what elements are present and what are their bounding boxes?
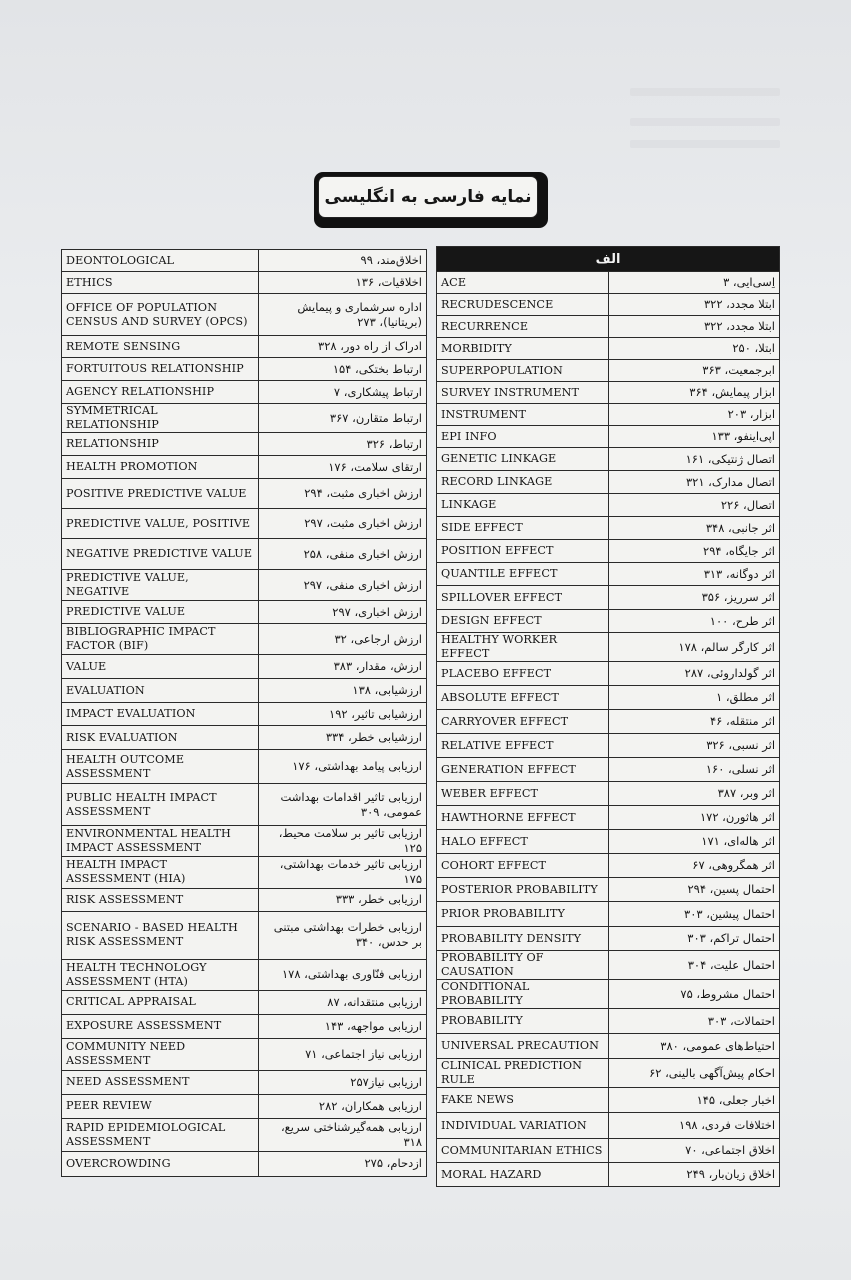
persian-term-page: ابتلا مجدد، ۳۲۲ — [609, 294, 780, 316]
english-term: SURVEY INSTRUMENT — [437, 382, 609, 404]
index-entry-row — [62, 336, 427, 358]
english-term: SYMMETRICAL RELATIONSHIP — [62, 404, 259, 433]
persian-term-page: ارزش، مقدار، ۳۸۳ — [259, 655, 427, 679]
index-entry-row — [437, 854, 780, 878]
index-entry-row — [437, 316, 780, 338]
bleed-through-line — [630, 118, 780, 126]
index-entry-row — [437, 686, 780, 710]
persian-term-page: ابزار پیمایش، ۳۶۴ — [609, 382, 780, 404]
persian-term-page: اثر طرح، ۱۰۰ — [609, 610, 780, 633]
persian-term-page: احتمال پیشین، ۳۰۳ — [609, 902, 780, 927]
persian-term-page: احتمال تراکم، ۳۰۳ — [609, 927, 780, 951]
persian-term-page: ارزشیابی خطر، ۳۳۴ — [259, 726, 427, 750]
english-term: PUBLIC HEALTH IMPACT ASSESSMENT — [62, 784, 259, 826]
persian-term-page: ازدحام، ۲۷۵ — [259, 1151, 427, 1176]
persian-term-page: احتمال پسین، ۲۹۴ — [609, 878, 780, 902]
index-entry-row — [437, 758, 780, 782]
english-term: IMPACT EVALUATION — [62, 703, 259, 726]
persian-term-page: ارزیابی پیامد بهداشتی، ۱۷۶ — [259, 750, 427, 784]
persian-term-page: اتصال مدارک، ۳۲۱ — [609, 471, 780, 494]
english-term: CLINICAL PREDICTION RULE — [437, 1059, 609, 1088]
english-term: INSTRUMENT — [437, 404, 609, 426]
index-entry-row — [437, 951, 780, 980]
index-entry-row — [437, 1139, 780, 1163]
english-term: NEGATIVE PREDICTIVE VALUE — [62, 539, 259, 570]
english-term: EXPOSURE ASSESSMENT — [62, 1014, 259, 1038]
english-term: INDIVIDUAL VARIATION — [437, 1113, 609, 1139]
index-entry-row — [62, 1014, 427, 1038]
english-term: RISK ASSESSMENT — [62, 888, 259, 911]
persian-term-page: ارزیابی خطر، ۳۳۳ — [259, 888, 427, 911]
index-entry-row — [62, 911, 427, 959]
english-term: PROBABILITY OF CAUSATION — [437, 951, 609, 980]
english-term: RECURRENCE — [437, 316, 609, 338]
english-term: SPILLOVER EFFECT — [437, 586, 609, 610]
english-term: ABSOLUTE EFFECT — [437, 686, 609, 710]
section-letter: الف — [437, 247, 780, 272]
index-entry-row — [437, 338, 780, 360]
persian-term-page: ارتباط پیشکاری، ۷ — [259, 381, 427, 404]
index-entry-row — [62, 404, 427, 433]
index-entry-row — [437, 633, 780, 662]
index-entry-row — [437, 494, 780, 517]
index-entry-row — [437, 927, 780, 951]
right-index-table — [436, 246, 780, 1187]
index-entry-row — [62, 750, 427, 784]
persian-term-page: ارتباط، ۳۲۶ — [259, 433, 427, 456]
index-entry-row — [62, 250, 427, 272]
index-entry-row — [62, 294, 427, 336]
english-term: QUANTILE EFFECT — [437, 563, 609, 586]
english-term: PRIOR PROBABILITY — [437, 902, 609, 927]
persian-term-page: ابرجمعیت، ۳۶۳ — [609, 360, 780, 382]
index-entry-row — [437, 404, 780, 426]
index-entry-row — [437, 830, 780, 854]
english-term: UNIVERSAL PRECAUTION — [437, 1034, 609, 1059]
english-term: PREDICTIVE VALUE, POSITIVE — [62, 509, 259, 539]
index-entry-row — [437, 360, 780, 382]
index-entry-row — [62, 703, 427, 726]
persian-term-page: ابتلا، ۲۵۰ — [609, 338, 780, 360]
english-term: POSTERIOR PROBABILITY — [437, 878, 609, 902]
english-term: HALO EFFECT — [437, 830, 609, 854]
english-term: CRITICAL APPRAISAL — [62, 990, 259, 1014]
persian-term-page: اخلاقیات، ۱۳۶ — [259, 272, 427, 294]
persian-term-page: ارزش ارجاعی، ۳۲ — [259, 624, 427, 655]
persian-term-page: اثر همگروهی، ۶۷ — [609, 854, 780, 878]
index-entry-row — [62, 624, 427, 655]
persian-term-page: ارزیابی تاثیر بر سلامت محیط، ۱۲۵ — [259, 826, 427, 857]
english-term: NEED ASSESSMENT — [62, 1070, 259, 1094]
persian-term-page: ارزیابی نیاز اجتماعی، ۷۱ — [259, 1038, 427, 1070]
index-entry-row — [437, 902, 780, 927]
index-entry-row — [62, 381, 427, 404]
index-entry-row — [62, 1151, 427, 1176]
english-term: POSITION EFFECT — [437, 540, 609, 563]
index-entry-row — [62, 601, 427, 624]
index-entry-row — [62, 856, 427, 888]
english-term: DEONTOLOGICAL — [62, 250, 259, 272]
persian-term-page: ارتباط متقارن، ۳۶۷ — [259, 404, 427, 433]
index-entry-row — [437, 782, 780, 806]
index-entry-row — [437, 806, 780, 830]
persian-term-page: اثر مطلق، ۱ — [609, 686, 780, 710]
title-frame — [314, 172, 548, 228]
persian-term-page: ارتباط بختکی، ۱۵۴ — [259, 358, 427, 381]
index-entry-row — [62, 888, 427, 911]
index-entry-row — [62, 272, 427, 294]
english-term: MORAL HAZARD — [437, 1163, 609, 1187]
persian-term-page: احتمال مشروط، ۷۵ — [609, 980, 780, 1009]
english-term: LINKAGE — [437, 494, 609, 517]
english-term: OFFICE OF POPULATION CENSUS AND SURVEY (OPCS) — [62, 294, 259, 336]
persian-term-page: اثر وبر، ۳۸۷ — [609, 782, 780, 806]
english-term: COMMUNITY NEED ASSESSMENT — [62, 1038, 259, 1070]
persian-term-page: اخلاق اجتماعی، ۷۰ — [609, 1139, 780, 1163]
english-term: COHORT EFFECT — [437, 854, 609, 878]
english-term: CONDITIONAL PROBABILITY — [437, 980, 609, 1009]
persian-term-page: اثر کارگر سالم، ۱۷۸ — [609, 633, 780, 662]
persian-term-page: احتمالات، ۳۰۳ — [609, 1009, 780, 1034]
persian-term-page: اخلاق زیان‌بار، ۲۴۹ — [609, 1163, 780, 1187]
bleed-through-line — [630, 140, 780, 148]
index-entry-row — [437, 426, 780, 448]
english-term: PROBABILITY — [437, 1009, 609, 1034]
english-term: ACE — [437, 272, 609, 294]
english-term: BIBLIOGRAPHIC IMPACT FACTOR (BIF) — [62, 624, 259, 655]
english-term: RAPID EPIDEMIOLOGICAL ASSESSMENT — [62, 1118, 259, 1151]
persian-term-page: اثر جایگاه، ۲۹۴ — [609, 540, 780, 563]
persian-term-page: ارزشیابی، ۱۳۸ — [259, 679, 427, 703]
persian-term-page: اِسی‌ایی، ۳ — [609, 272, 780, 294]
english-term: FORTUITOUS RELATIONSHIP — [62, 358, 259, 381]
index-entry-row — [437, 1088, 780, 1113]
index-entry-row — [437, 563, 780, 586]
persian-term-page: ارزیابی نیاز۲۵۷ — [259, 1070, 427, 1094]
index-entry-row — [437, 382, 780, 404]
persian-term-page: اثر سرریز، ۳۵۶ — [609, 586, 780, 610]
persian-term-page: اثر نسلی، ۱۶۰ — [609, 758, 780, 782]
english-term: HAWTHORNE EFFECT — [437, 806, 609, 830]
english-term: WEBER EFFECT — [437, 782, 609, 806]
english-term: PEER REVIEW — [62, 1094, 259, 1118]
persian-term-page: اثر جانبی، ۳۴۸ — [609, 517, 780, 540]
section-header-row — [437, 247, 780, 272]
index-entry-row — [62, 959, 427, 990]
english-term: SUPERPOPULATION — [437, 360, 609, 382]
english-term: SCENARIO - BASED HEALTH RISK ASSESSMENT — [62, 911, 259, 959]
persian-term-page: اپی‌اینفو، ۱۳۳ — [609, 426, 780, 448]
english-term: PREDICTIVE VALUE — [62, 601, 259, 624]
english-term: ENVIRONMENTAL HEALTH IMPACT ASSESSMENT — [62, 826, 259, 857]
index-entry-row — [62, 539, 427, 570]
english-term: PREDICTIVE VALUE, NEGATIVE — [62, 570, 259, 601]
persian-term-page: ارزیابی همه‌گیرشناختی سریع، ۳۱۸ — [259, 1118, 427, 1151]
index-entry-row — [62, 509, 427, 539]
persian-term-page: ارزیابی مواجهه، ۱۴۳ — [259, 1014, 427, 1038]
english-term: VALUE — [62, 655, 259, 679]
index-entry-row — [62, 826, 427, 857]
index-entry-row — [437, 517, 780, 540]
index-entry-row — [62, 990, 427, 1014]
persian-term-page: ارزش اخباری، ۲۹۷ — [259, 601, 427, 624]
english-term: HEALTH OUTCOME ASSESSMENT — [62, 750, 259, 784]
english-term: ETHICS — [62, 272, 259, 294]
index-entry-row — [62, 1094, 427, 1118]
persian-term-page: ارزیابی همکاران، ۲۸۲ — [259, 1094, 427, 1118]
english-term: RISK EVALUATION — [62, 726, 259, 750]
english-term: OVERCROWDING — [62, 1151, 259, 1176]
index-entry-row — [437, 1163, 780, 1187]
persian-term-page: اخبار جعلی، ۱۴۵ — [609, 1088, 780, 1113]
persian-term-page: ارزیابی تاثیر اقدامات بهداشت عمومی، ۳۰۹ — [259, 784, 427, 826]
index-entry-row — [437, 1113, 780, 1139]
english-term: RELATIVE EFFECT — [437, 734, 609, 758]
index-entry-row — [62, 433, 427, 456]
persian-term-page: اثر نسبی، ۳۲۶ — [609, 734, 780, 758]
persian-term-page: اثر هاله‌ای، ۱۷۱ — [609, 830, 780, 854]
index-entry-row — [62, 679, 427, 703]
index-entry-row — [62, 1070, 427, 1094]
english-term: FAKE NEWS — [437, 1088, 609, 1113]
index-entry-row — [62, 1038, 427, 1070]
persian-term-page: ارزیابی فنّاوری بهداشتی، ۱۷۸ — [259, 959, 427, 990]
persian-term-page: اداره سرشماری و پیمایش (بریتانیا)، ۲۷۳ — [259, 294, 427, 336]
index-entry-row — [437, 272, 780, 294]
english-term: CARRYOVER EFFECT — [437, 710, 609, 734]
english-term: PROBABILITY DENSITY — [437, 927, 609, 951]
english-term: HEALTH IMPACT ASSESSMENT (HIA) — [62, 856, 259, 888]
left-index-table — [61, 249, 427, 1177]
index-entry-row — [437, 448, 780, 471]
index-entry-row — [62, 655, 427, 679]
bleed-through-line — [630, 88, 780, 96]
index-entry-row — [62, 726, 427, 750]
persian-term-page: ارزش اخباری مثبت، ۲۹۷ — [259, 509, 427, 539]
index-entry-row — [437, 1059, 780, 1088]
index-entry-row — [437, 878, 780, 902]
persian-term-page: احتیاط‌های عمومی، ۳۸۰ — [609, 1034, 780, 1059]
english-term: RELATIONSHIP — [62, 433, 259, 456]
persian-term-page: ارزش اخباری منفی، ۲۹۷ — [259, 570, 427, 601]
index-entry-row — [62, 784, 427, 826]
persian-term-page: ارزیابی تاثیر خدمات بهداشتی، ۱۷۵ — [259, 856, 427, 888]
index-entry-row — [62, 456, 427, 479]
persian-term-page: احکام پیش‌آگهی بالینی، ۶۲ — [609, 1059, 780, 1088]
persian-term-page: اتصال ژنتیکی، ۱۶۱ — [609, 448, 780, 471]
english-term: GENERATION EFFECT — [437, 758, 609, 782]
index-entry-row — [62, 570, 427, 601]
persian-term-page: ارزش اخباری مثبت، ۲۹۴ — [259, 479, 427, 509]
english-term: EPI INFO — [437, 426, 609, 448]
index-entry-row — [437, 540, 780, 563]
index-entry-row — [437, 471, 780, 494]
index-entry-row — [62, 1118, 427, 1151]
english-term: DESIGN EFFECT — [437, 610, 609, 633]
persian-term-page: اتصال، ۲۲۶ — [609, 494, 780, 517]
index-entry-row — [437, 586, 780, 610]
index-entry-row — [437, 980, 780, 1009]
index-entry-row — [62, 479, 427, 509]
persian-term-page: اثر هاثورن، ۱۷۲ — [609, 806, 780, 830]
index-entry-row — [437, 662, 780, 686]
persian-term-page: ارزشیابی تاثیر، ۱۹۲ — [259, 703, 427, 726]
english-term: PLACEBO EFFECT — [437, 662, 609, 686]
persian-term-page: ابزار، ۲۰۳ — [609, 404, 780, 426]
english-term: POSITIVE PREDICTIVE VALUE — [62, 479, 259, 509]
english-term: HEALTH TECHNOLOGY ASSESSMENT (HTA) — [62, 959, 259, 990]
english-term: EVALUATION — [62, 679, 259, 703]
english-term: RECORD LINKAGE — [437, 471, 609, 494]
persian-term-page: ارتقای سلامت، ۱۷۶ — [259, 456, 427, 479]
english-term: HEALTH PROMOTION — [62, 456, 259, 479]
persian-term-page: ادراک از راه دور، ۳۲۸ — [259, 336, 427, 358]
persian-term-page: اثر گولداروئی، ۲۸۷ — [609, 662, 780, 686]
index-entry-row — [437, 294, 780, 316]
persian-term-page: اثر دوگانه، ۳۱۳ — [609, 563, 780, 586]
persian-term-page: اختلافات فردی، ۱۹۸ — [609, 1113, 780, 1139]
english-term: SIDE EFFECT — [437, 517, 609, 540]
persian-term-page: ارزیابی خطرات بهداشتی مبتنی بر حدس، ۳۴۰ — [259, 911, 427, 959]
persian-term-page: ارزش اخباری منفی، ۲۵۸ — [259, 539, 427, 570]
english-term: GENETIC LINKAGE — [437, 448, 609, 471]
page-title: نمایه فارسی به انگلیسی — [318, 176, 538, 218]
persian-term-page: احتمال علیت، ۳۰۴ — [609, 951, 780, 980]
index-entry-row — [437, 1034, 780, 1059]
persian-term-page: ارزیابی منتقدانه، ۸۷ — [259, 990, 427, 1014]
english-term: RECRUDESCENCE — [437, 294, 609, 316]
english-term: MORBIDITY — [437, 338, 609, 360]
index-entry-row — [437, 710, 780, 734]
english-term: HEALTHY WORKER EFFECT — [437, 633, 609, 662]
persian-term-page: اخلاق‌مند، ۹۹ — [259, 250, 427, 272]
english-term: AGENCY RELATIONSHIP — [62, 381, 259, 404]
english-term: COMMUNITARIAN ETHICS — [437, 1139, 609, 1163]
persian-term-page: اثر منتقله، ۴۶ — [609, 710, 780, 734]
index-entry-row — [437, 1009, 780, 1034]
persian-term-page: ابتلا مجدد، ۳۲۲ — [609, 316, 780, 338]
index-entry-row — [437, 610, 780, 633]
english-term: REMOTE SENSING — [62, 336, 259, 358]
index-entry-row — [437, 734, 780, 758]
index-entry-row — [62, 358, 427, 381]
